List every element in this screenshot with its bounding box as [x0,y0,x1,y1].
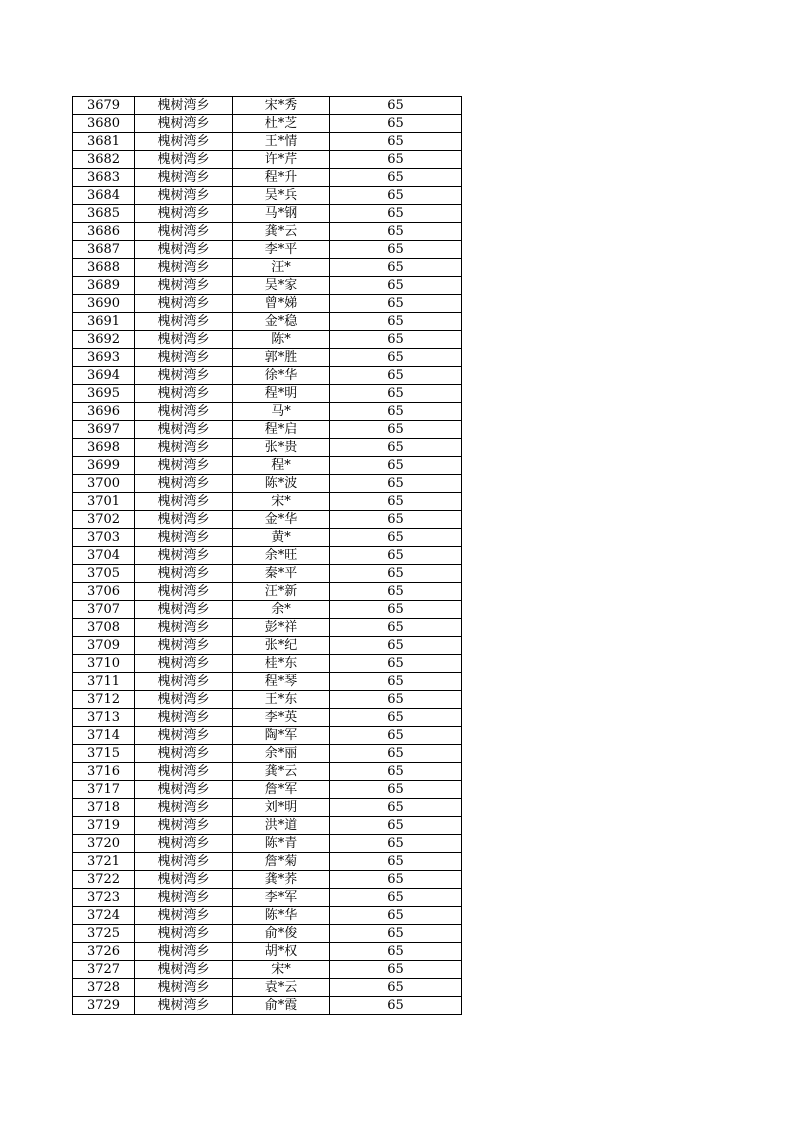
name-cell: 詹*菊 [233,853,330,871]
name-cell: 李*军 [233,889,330,907]
name-cell: 吴*兵 [233,187,330,205]
township-cell: 槐树湾乡 [135,331,233,349]
amount-cell: 65 [330,925,462,943]
table-row [73,709,462,727]
township-cell: 槐树湾乡 [135,529,233,547]
name-cell: 曾*娣 [233,295,330,313]
row-number-cell: 3688 [73,259,135,277]
table-row [73,745,462,763]
name-cell: 俞*俊 [233,925,330,943]
township-cell: 槐树湾乡 [135,709,233,727]
amount-cell: 65 [330,529,462,547]
amount-cell: 65 [330,367,462,385]
amount-cell: 65 [330,745,462,763]
row-number-cell: 3679 [73,97,135,115]
table-row [73,763,462,781]
name-cell: 金*华 [233,511,330,529]
township-cell: 槐树湾乡 [135,385,233,403]
township-cell: 槐树湾乡 [135,313,233,331]
amount-cell: 65 [330,349,462,367]
amount-cell: 65 [330,295,462,313]
amount-cell: 65 [330,187,462,205]
township-cell: 槐树湾乡 [135,727,233,745]
row-number-cell: 3693 [73,349,135,367]
table-row [73,421,462,439]
table-row [73,313,462,331]
name-cell: 陈*青 [233,835,330,853]
row-number-cell: 3704 [73,547,135,565]
table-row [73,439,462,457]
table-row [73,871,462,889]
amount-cell: 65 [330,871,462,889]
row-number-cell: 3712 [73,691,135,709]
name-cell: 汪*新 [233,583,330,601]
township-cell: 槐树湾乡 [135,349,233,367]
table-row [73,367,462,385]
township-cell: 槐树湾乡 [135,421,233,439]
township-cell: 槐树湾乡 [135,151,233,169]
table-row [73,205,462,223]
amount-cell: 65 [330,853,462,871]
table-row [73,961,462,979]
row-number-cell: 3716 [73,763,135,781]
row-number-cell: 3695 [73,385,135,403]
table-row [73,241,462,259]
amount-cell: 65 [330,619,462,637]
amount-cell: 65 [330,799,462,817]
township-cell: 槐树湾乡 [135,205,233,223]
roster-table-body [73,97,462,1015]
row-number-cell: 3709 [73,637,135,655]
row-number-cell: 3721 [73,853,135,871]
township-cell: 槐树湾乡 [135,817,233,835]
name-cell: 张*纪 [233,637,330,655]
amount-cell: 65 [330,817,462,835]
table-row [73,187,462,205]
row-number-cell: 3705 [73,565,135,583]
name-cell: 刘*明 [233,799,330,817]
amount-cell: 65 [330,907,462,925]
amount-cell: 65 [330,421,462,439]
township-cell: 槐树湾乡 [135,619,233,637]
township-cell: 槐树湾乡 [135,691,233,709]
amount-cell: 65 [330,493,462,511]
roster-table [72,96,462,1015]
table-row [73,925,462,943]
township-cell: 槐树湾乡 [135,943,233,961]
amount-cell: 65 [330,547,462,565]
name-cell: 许*芹 [233,151,330,169]
name-cell: 余* [233,601,330,619]
row-number-cell: 3696 [73,403,135,421]
row-number-cell: 3685 [73,205,135,223]
township-cell: 槐树湾乡 [135,547,233,565]
name-cell: 余*旺 [233,547,330,565]
name-cell: 陈*华 [233,907,330,925]
table-row [73,943,462,961]
row-number-cell: 3691 [73,313,135,331]
township-cell: 槐树湾乡 [135,259,233,277]
table-row [73,691,462,709]
table-row [73,565,462,583]
township-cell: 槐树湾乡 [135,439,233,457]
amount-cell: 65 [330,691,462,709]
township-cell: 槐树湾乡 [135,637,233,655]
amount-cell: 65 [330,709,462,727]
amount-cell: 65 [330,889,462,907]
name-cell: 龚*荞 [233,871,330,889]
row-number-cell: 3708 [73,619,135,637]
name-cell: 金*稳 [233,313,330,331]
amount-cell: 65 [330,313,462,331]
row-number-cell: 3722 [73,871,135,889]
township-cell: 槐树湾乡 [135,835,233,853]
table-row [73,637,462,655]
township-cell: 槐树湾乡 [135,907,233,925]
table-row [73,889,462,907]
name-cell: 陶*军 [233,727,330,745]
name-cell: 汪* [233,259,330,277]
name-cell: 陈*波 [233,475,330,493]
name-cell: 胡*权 [233,943,330,961]
township-cell: 槐树湾乡 [135,745,233,763]
amount-cell: 65 [330,97,462,115]
name-cell: 宋* [233,493,330,511]
amount-cell: 65 [330,583,462,601]
amount-cell: 65 [330,979,462,997]
table-row [73,853,462,871]
amount-cell: 65 [330,331,462,349]
row-number-cell: 3717 [73,781,135,799]
table-row [73,673,462,691]
table-row [73,601,462,619]
name-cell: 黄* [233,529,330,547]
amount-cell: 65 [330,277,462,295]
row-number-cell: 3684 [73,187,135,205]
row-number-cell: 3689 [73,277,135,295]
amount-cell: 65 [330,439,462,457]
township-cell: 槐树湾乡 [135,889,233,907]
township-cell: 槐树湾乡 [135,601,233,619]
table-row [73,529,462,547]
township-cell: 槐树湾乡 [135,871,233,889]
name-cell: 程*明 [233,385,330,403]
name-cell: 宋*秀 [233,97,330,115]
township-cell: 槐树湾乡 [135,799,233,817]
township-cell: 槐树湾乡 [135,295,233,313]
table-row [73,583,462,601]
table-row [73,619,462,637]
township-cell: 槐树湾乡 [135,115,233,133]
amount-cell: 65 [330,115,462,133]
name-cell: 王*东 [233,691,330,709]
amount-cell: 65 [330,961,462,979]
name-cell: 余*丽 [233,745,330,763]
township-cell: 槐树湾乡 [135,781,233,799]
table-row [73,907,462,925]
amount-cell: 65 [330,835,462,853]
amount-cell: 65 [330,151,462,169]
amount-cell: 65 [330,223,462,241]
table-row [73,547,462,565]
row-number-cell: 3702 [73,511,135,529]
table-row [73,223,462,241]
name-cell: 马*钢 [233,205,330,223]
row-number-cell: 3681 [73,133,135,151]
name-cell: 彭*祥 [233,619,330,637]
township-cell: 槐树湾乡 [135,853,233,871]
amount-cell: 65 [330,763,462,781]
amount-cell: 65 [330,259,462,277]
row-number-cell: 3699 [73,457,135,475]
name-cell: 程*升 [233,169,330,187]
amount-cell: 65 [330,673,462,691]
amount-cell: 65 [330,637,462,655]
name-cell: 詹*军 [233,781,330,799]
row-number-cell: 3694 [73,367,135,385]
amount-cell: 65 [330,205,462,223]
name-cell: 郭*胜 [233,349,330,367]
row-number-cell: 3680 [73,115,135,133]
row-number-cell: 3719 [73,817,135,835]
table-row [73,403,462,421]
township-cell: 槐树湾乡 [135,403,233,421]
row-number-cell: 3723 [73,889,135,907]
township-cell: 槐树湾乡 [135,97,233,115]
row-number-cell: 3686 [73,223,135,241]
row-number-cell: 3683 [73,169,135,187]
township-cell: 槐树湾乡 [135,277,233,295]
name-cell: 宋* [233,961,330,979]
table-row [73,727,462,745]
township-cell: 槐树湾乡 [135,961,233,979]
row-number-cell: 3714 [73,727,135,745]
amount-cell: 65 [330,781,462,799]
amount-cell: 65 [330,997,462,1015]
name-cell: 程* [233,457,330,475]
amount-cell: 65 [330,169,462,187]
name-cell: 李*英 [233,709,330,727]
row-number-cell: 3727 [73,961,135,979]
name-cell: 龚*云 [233,223,330,241]
township-cell: 槐树湾乡 [135,223,233,241]
table-row [73,259,462,277]
table-row [73,295,462,313]
table-row [73,781,462,799]
name-cell: 程*启 [233,421,330,439]
name-cell: 杜*芝 [233,115,330,133]
amount-cell: 65 [330,565,462,583]
name-cell: 陈* [233,331,330,349]
name-cell: 李*平 [233,241,330,259]
amount-cell: 65 [330,475,462,493]
township-cell: 槐树湾乡 [135,565,233,583]
row-number-cell: 3713 [73,709,135,727]
row-number-cell: 3697 [73,421,135,439]
township-cell: 槐树湾乡 [135,673,233,691]
table-row [73,331,462,349]
township-cell: 槐树湾乡 [135,187,233,205]
amount-cell: 65 [330,385,462,403]
name-cell: 袁*云 [233,979,330,997]
township-cell: 槐树湾乡 [135,925,233,943]
row-number-cell: 3729 [73,997,135,1015]
row-number-cell: 3706 [73,583,135,601]
amount-cell: 65 [330,601,462,619]
amount-cell: 65 [330,241,462,259]
row-number-cell: 3720 [73,835,135,853]
table-row [73,997,462,1015]
name-cell: 王*情 [233,133,330,151]
row-number-cell: 3715 [73,745,135,763]
table-row [73,979,462,997]
row-number-cell: 3687 [73,241,135,259]
row-number-cell: 3724 [73,907,135,925]
amount-cell: 65 [330,943,462,961]
name-cell: 桂*东 [233,655,330,673]
row-number-cell: 3718 [73,799,135,817]
table-row [73,349,462,367]
amount-cell: 65 [330,727,462,745]
table-row [73,799,462,817]
row-number-cell: 3698 [73,439,135,457]
table-row [73,457,462,475]
name-cell: 俞*霞 [233,997,330,1015]
township-cell: 槐树湾乡 [135,979,233,997]
table-row [73,133,462,151]
table-row [73,655,462,673]
township-cell: 槐树湾乡 [135,133,233,151]
table-row [73,817,462,835]
table-row [73,277,462,295]
name-cell: 马* [233,403,330,421]
township-cell: 槐树湾乡 [135,655,233,673]
row-number-cell: 3711 [73,673,135,691]
row-number-cell: 3726 [73,943,135,961]
table-row [73,511,462,529]
township-cell: 槐树湾乡 [135,367,233,385]
name-cell: 秦*平 [233,565,330,583]
table-row [73,493,462,511]
amount-cell: 65 [330,133,462,151]
amount-cell: 65 [330,403,462,421]
township-cell: 槐树湾乡 [135,241,233,259]
table-row [73,151,462,169]
table-row [73,475,462,493]
amount-cell: 65 [330,457,462,475]
row-number-cell: 3703 [73,529,135,547]
row-number-cell: 3700 [73,475,135,493]
row-number-cell: 3682 [73,151,135,169]
township-cell: 槐树湾乡 [135,763,233,781]
table-row [73,115,462,133]
name-cell: 徐*华 [233,367,330,385]
row-number-cell: 3728 [73,979,135,997]
township-cell: 槐树湾乡 [135,457,233,475]
row-number-cell: 3707 [73,601,135,619]
row-number-cell: 3710 [73,655,135,673]
township-cell: 槐树湾乡 [135,493,233,511]
table-row [73,97,462,115]
row-number-cell: 3701 [73,493,135,511]
amount-cell: 65 [330,655,462,673]
township-cell: 槐树湾乡 [135,475,233,493]
table-row [73,169,462,187]
township-cell: 槐树湾乡 [135,511,233,529]
table-row [73,385,462,403]
row-number-cell: 3692 [73,331,135,349]
name-cell: 吴*家 [233,277,330,295]
name-cell: 张*贵 [233,439,330,457]
amount-cell: 65 [330,511,462,529]
name-cell: 程*琴 [233,673,330,691]
row-number-cell: 3725 [73,925,135,943]
township-cell: 槐树湾乡 [135,583,233,601]
name-cell: 龚*云 [233,763,330,781]
township-cell: 槐树湾乡 [135,997,233,1015]
name-cell: 洪*道 [233,817,330,835]
row-number-cell: 3690 [73,295,135,313]
table-row [73,835,462,853]
township-cell: 槐树湾乡 [135,169,233,187]
